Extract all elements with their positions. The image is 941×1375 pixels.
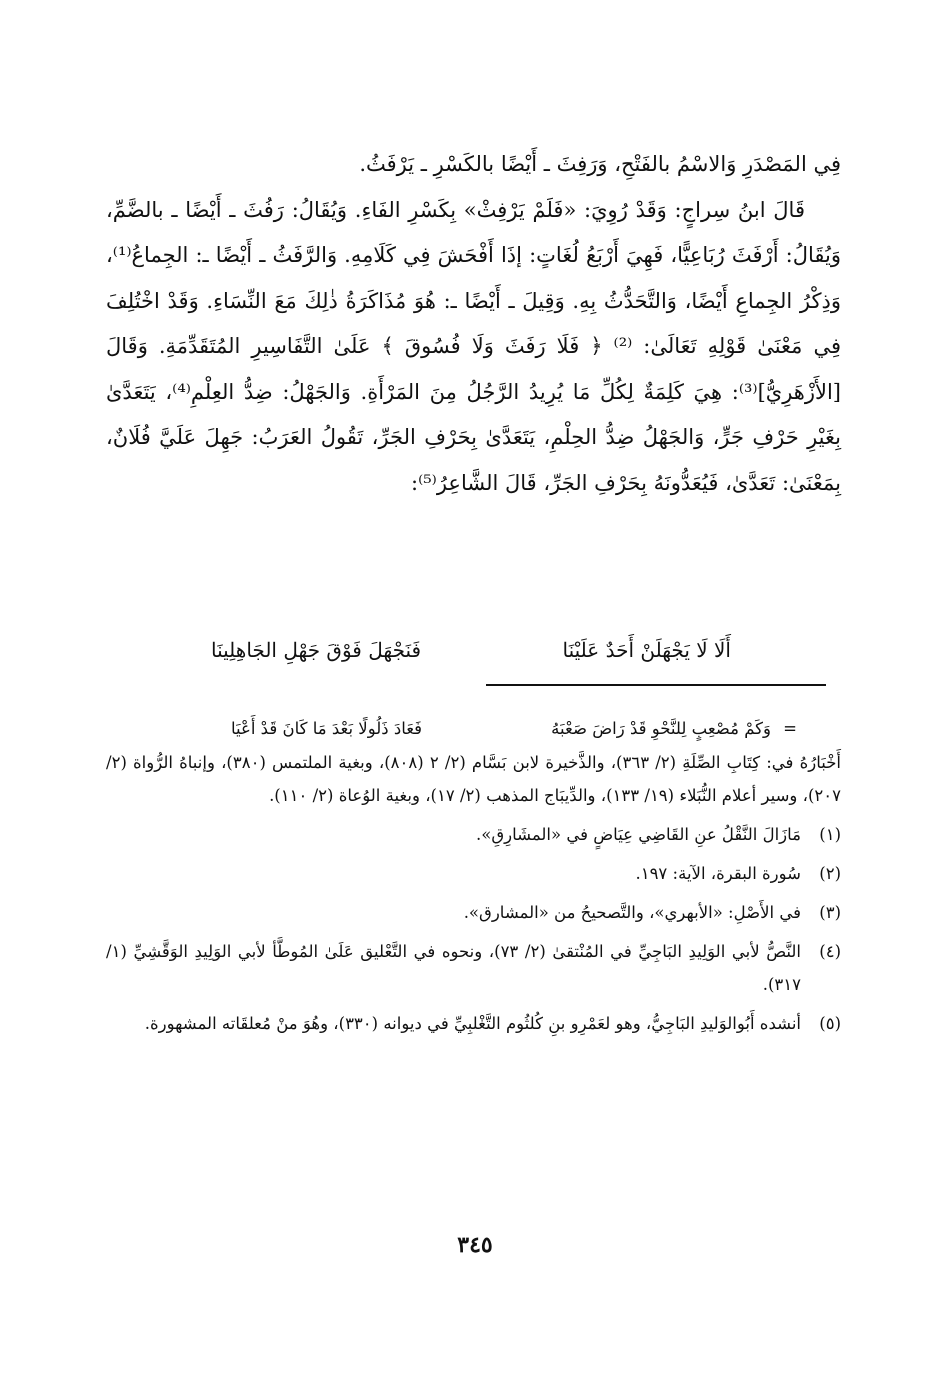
paragraph-1: فِي المَصْدَرِ وَالاسْمُ بالفَتْحِ، وَرَفِثَ ـ أَيْضًا بالكَسْرِ ـ يَرْفَثُ.: [359, 152, 841, 176]
main-text-body: [106, 142, 841, 506]
continuation-text: أَخْبَارُهُ في: كِتَابِ الصِّلَةِ (٢/ ٣٦٣)، والذَّخيرة لابن بَسَّام (٢/ ٢ (٨٠٨)، وبغية الملتمس (٣٨٠)، وإنباهُ الرُّواة (٢/ ٢٠٧)، وسير أعلام النُّبَلاء (١٩/ ١٣٣)، والدِّيبَاج المذهب (٢/ ١٧)، وبغية الوُعاة (٢/ ١١٠).: [106, 753, 841, 805]
footnote-separator: [486, 684, 826, 686]
footnote-number: (٢): [819, 864, 841, 883]
footnote-number: (٣): [819, 903, 841, 922]
footnote-text: مَازَالَ النَّقْلُ عنِ القَاضِي عِيَاضٍ في «المشَارِقِ».: [475, 825, 801, 844]
footnote-number: (٥): [819, 1014, 841, 1033]
footnote-1: [106, 818, 841, 851]
footnote-text: سُورة البقرة، الآية: ١٩٧.: [635, 864, 801, 883]
verse-first-hemistich: أَلَا لَا يَجْهَلَنْ أَحَدٌ عَلَيْنَا: [562, 638, 731, 662]
footnote-5: [106, 1007, 841, 1040]
footnote-number: (١): [819, 825, 841, 844]
continuation-verse-second: فَعَادَ ذَلُولًا بَعْدَ مَا كَانَ قَدْ أَعْيَا: [231, 719, 423, 738]
footnote-3: [106, 896, 841, 929]
page-number: ٣٤٥: [457, 1232, 493, 1258]
paragraph-2: قَالَ ابنُ سِراجٍ: وَقَدْ رُوِيَ: «فَلَمْ يَرْفِثْ» بِكَسْرِ الفَاءِ. وَيُقَالُ: رَفُثَ ـ أَيْضًا ـ بالضَّمِّ، وَيُقَالُ: أَرْفَثَ رُبَاعِيًّا، فَهِيَ أَرْبَعُ لُغَاتٍ: إذَا أَفْحَشَ فِي كَلَامِهِ. وَالرَّفَثُ ـ أَيْضًا ـ: الجِماعُ⁽¹⁾، وَذِكْرُ الجِماعِ أَيْضًا، وَالتَّحَدُّثُ بِهِ. وَقِيلَ ـ أَيْضًا ـ: هُوَ مُذَاكَرَةُ ذٰلِكَ مَعَ النِّسَاءِ. وَقَدْ اخْتُلِفَ فِي مَعْنَىٰ قَوْلِهِ تَعَالَىٰ: ⁽²⁾ ﴿ فَلَا رَفَثَ وَلَا فُسُوقَ ﴾ عَلَىٰ التَّفَاسِيرِ المُتَقَدِّمَةِ. وَقَالَ [الأَزْهَرِيُّ]⁽³⁾: هِيَ كَلِمَةٌ لِكُلِّ مَا يُرِيدُ الرَّجُلُ مِنَ المَرْأَةِ. وَالجَهْلُ: ضِدُّ العِلْمِ⁽⁴⁾، يَتَعَدَّىٰ بِغَيْرِ حَرْفِ جَرٍّ، وَالجَهْلُ ضِدُّ الحِلْمِ، يَتَعَدَّىٰ بِحَرْفِ الجَرِّ، تَقُولُ العَرَبُ: جَهِلَ عَلَيَّ فُلَانٌ، بِمَعْنَىٰ: تَعَدَّىٰ، فَيُعَدُّونَهُ بِحَرْفِ الجَرِّ، قَالَ الشَّاعِرُ⁽⁵⁾:: [106, 197, 841, 495]
footnotes-section: [106, 712, 841, 1040]
verse-second-hemistich: فَنَجْهَلَ فَوْقَ جَهْلِ الجَاهِلِينَا: [211, 638, 422, 662]
footnote-4: [106, 935, 841, 1001]
footnote-text: أنشده أَبُوالوَليدِ البَاجِيُّ، وهو لعَمْرِو بنِ كُلثُوم التَّغْلبِيِّ في ديوانه (٣٣٠)، وهُوَ منْ مُعلقَاته المشهورة.: [144, 1014, 801, 1033]
poem-verse: [211, 632, 731, 668]
continuation-verse: [231, 712, 797, 746]
continuation-verse-first: وَكَمْ مُصْعِبٍ لِلنَّحْوِ قَدْ رَاضَ صَعْبَهُ: [551, 719, 771, 738]
footnote-number: (٤): [819, 942, 841, 961]
footnote-text: النَّصُّ لأبي الوَلِيدِ البَاجِيِّ في المُنْتقىٰ (٢/ ٧٣)، ونحوه في التَّعْليق عَلَىٰ المُوطَّأ لأبي الوَلِيدِ الوَقَّشِيِّ (١/ ٣١٧).: [106, 942, 801, 994]
footnote-text: في الأَصْلِ: «الأبهري»، والتَّصحيحُ من «المشارق».: [463, 903, 801, 922]
footnote-2: [106, 857, 841, 890]
continuation-mark: =: [783, 719, 797, 738]
